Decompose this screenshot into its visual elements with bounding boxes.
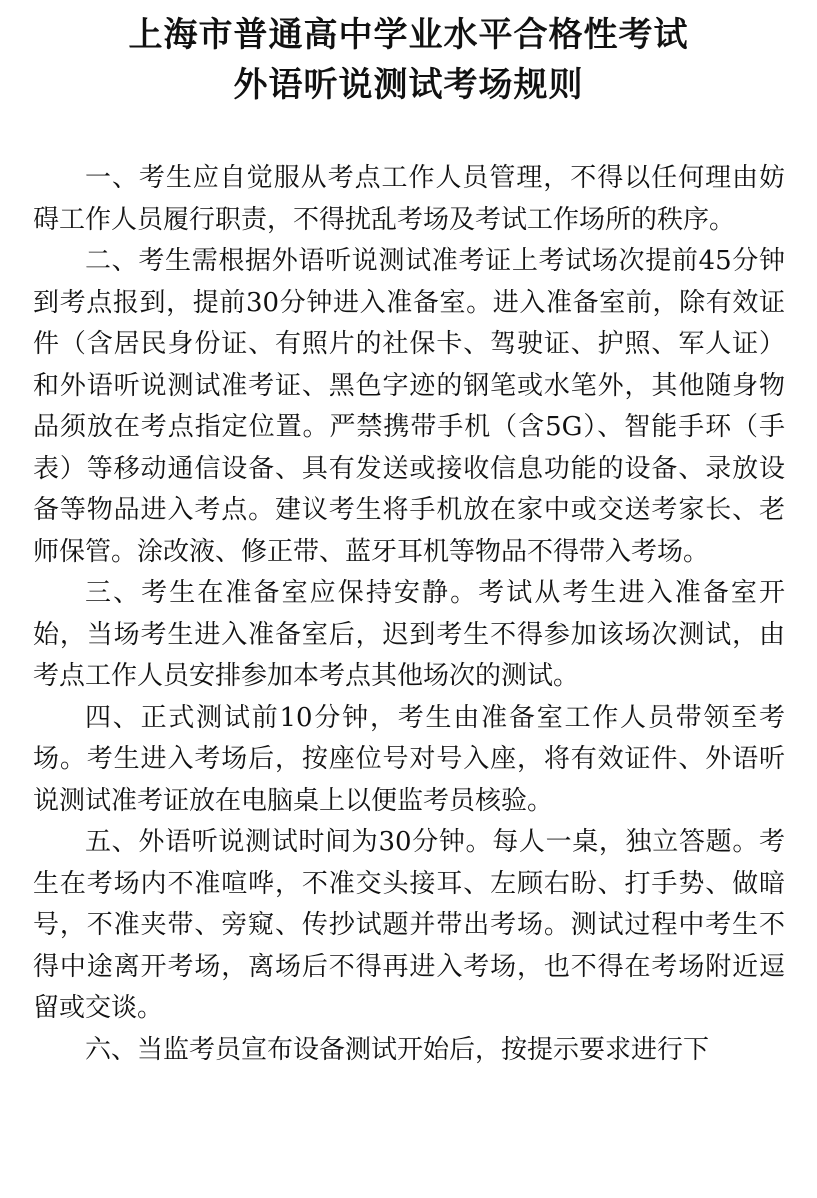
title-line-2: 外语听说测试考场规则 bbox=[233, 65, 584, 105]
title-line-1: 上海市普通高中学业水平合格性考试 bbox=[128, 15, 689, 55]
rule-paragraph-2: 二、考生需根据外语听说测试准考证上考试场次提前45分钟到考点报到，提前30分钟进入准备室。进入准备室前，除有效证件（含居民身份证、有照片的社保卡、驾驶证、护照、军人证）和外语听说测试准考证、黑色字迹的钢笔或水笔外，其他随身物品须放在考点指定位置。严禁携带手机（含5G）、智能手环（手表）等移动通信设备、具有发送或接收信息功能的设备、录放设备等物品进入考点。建议考生将手机放在家中或交送考家长、老师保管。涂改液、修正带、蓝牙耳机等物品不得带入考场。 bbox=[33, 246, 785, 567]
rule-paragraph-5: 五、外语听说测试时间为30分钟。每人一桌，独立答题。考生在考场内不准喧哗，不准交头接耳、左顾右盼、打手势、做暗号，不准夹带、旁窥、传抄试题并带出考场。测试过程中考生不得中途离开考场，离场后不得再进入考场，也不得在考场附近逗留或交谈。 bbox=[33, 827, 785, 1023]
document-title bbox=[0, 10, 817, 110]
rule-paragraph-4: 四、正式测试前10分钟，考生由准备室工作人员带领至考场。考生进入考场后，按座位号对号入座，将有效证件、外语听说测试准考证放在电脑桌上以便监考员核验。 bbox=[33, 702, 785, 816]
rule-paragraph-1: 一、考生应自觉服从考点工作人员管理，不得以任何理由妨碍工作人员履行职责，不得扰乱考场及考试工作场所的秩序。 bbox=[33, 163, 785, 235]
rule-paragraph-6: 六、当监考员宣布设备测试开始后，按提示要求进行下 bbox=[85, 1034, 710, 1065]
rule-paragraph-3: 三、考生在准备室应保持安静。考试从考生进入准备室开始，当场考生进入准备室后，迟到考生不得参加该场次测试，由考点工作人员安排参加本考点其他场次的测试。 bbox=[33, 578, 785, 691]
rules-body bbox=[33, 158, 785, 1071]
